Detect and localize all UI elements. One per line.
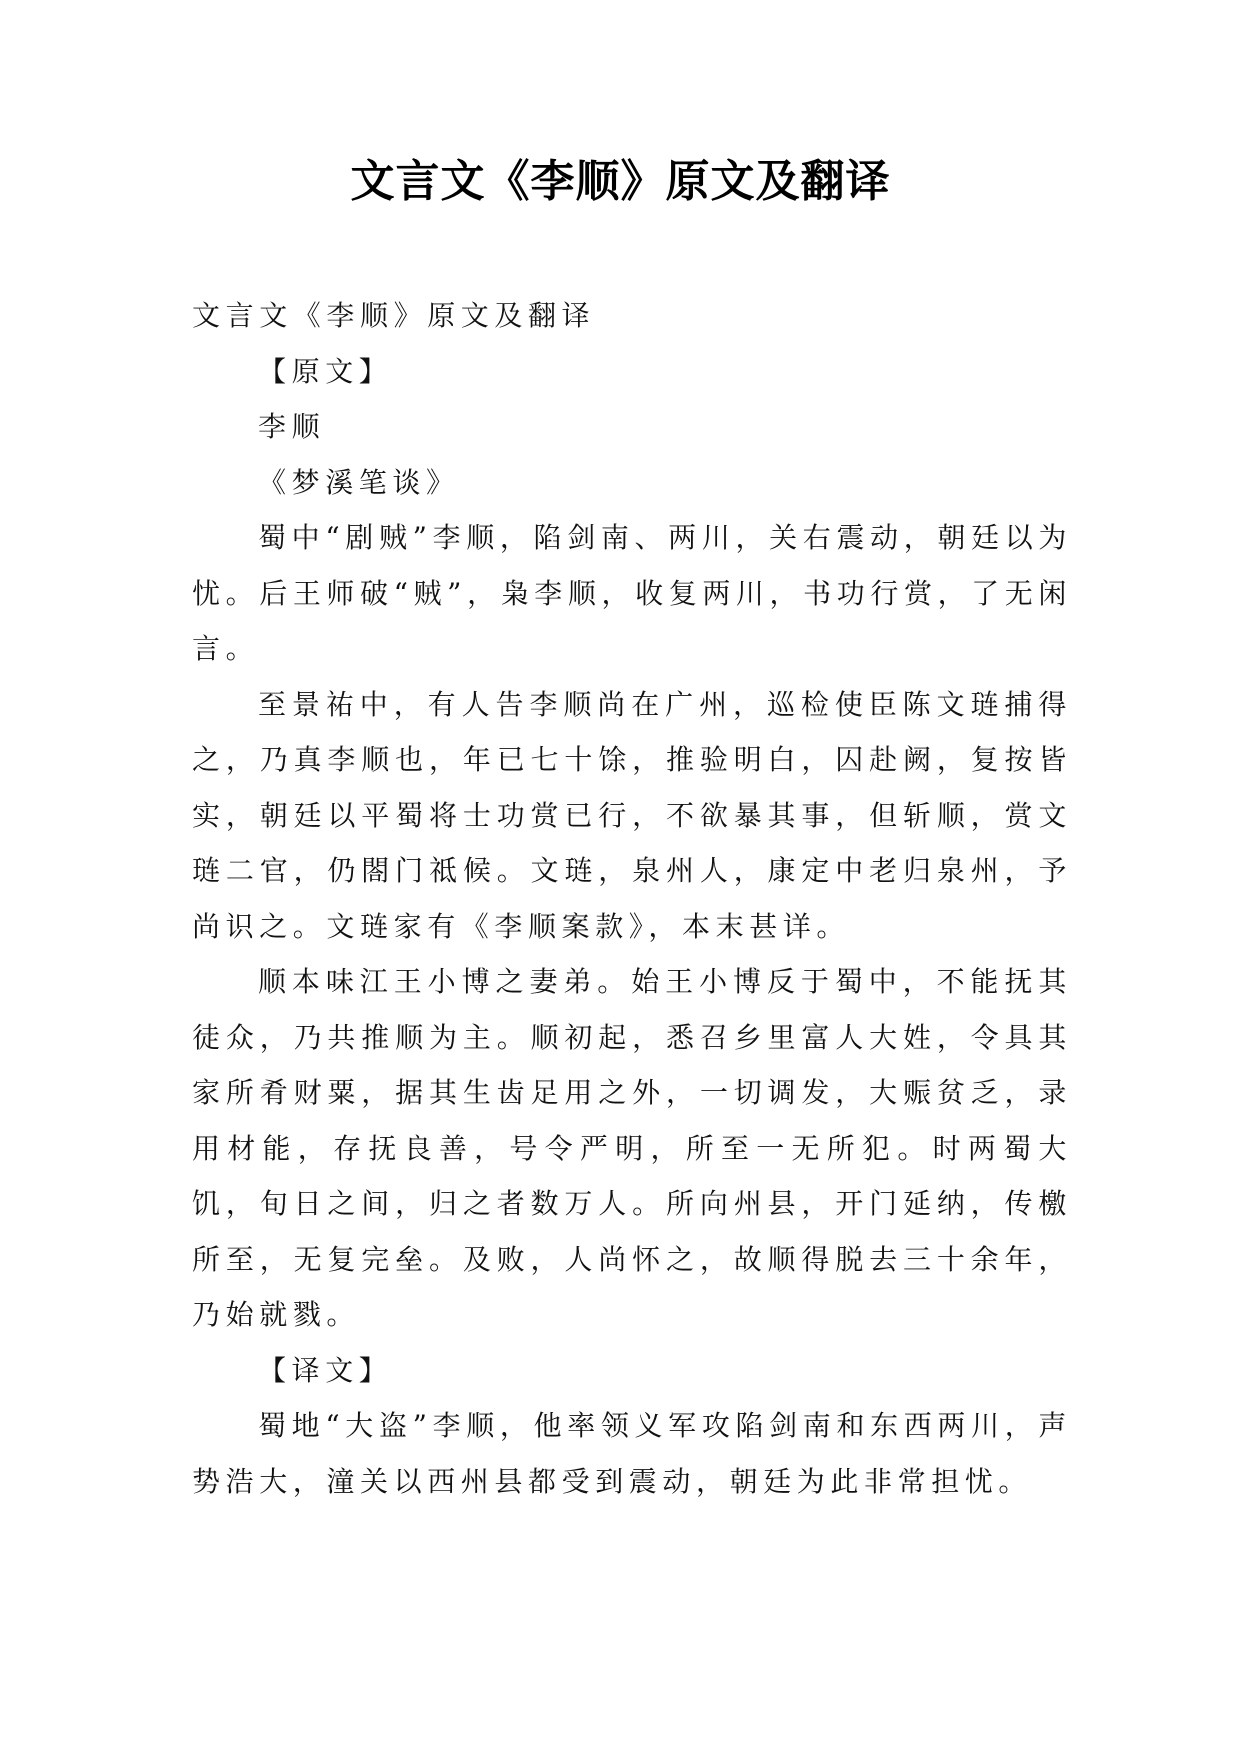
document-body [192, 288, 1072, 1509]
article-title: 李顺 [258, 410, 326, 443]
original-paragraph: 蜀中“剧贼”李顺，陷剑南、两川，关右震动，朝廷以为忧。后王师破“贼”，枭李顺，收复两川，书功行赏，了无闲言。 [192, 521, 1072, 665]
original-section-header: 【原文】 [258, 354, 393, 388]
document-title: 文言文《李顺》原文及翻译 [350, 156, 891, 207]
original-paragraph: 至景祐中，有人告李顺尚在广州，巡检使臣陈文琏捕得之，乃真李顺也，年已七十馀，推验明白，囚赴阙，复按皆实，朝廷以平蜀将士功赏已行，不欲暴其事，但斩顺，赏文琏二官，仍閤门祗候。文琏，泉州人，康定中老归泉州，予尚识之。文琏家有《李顺案款》，本末甚详。 [192, 687, 1072, 943]
article-source: 《梦溪笔谈》 [258, 465, 460, 499]
translation-section-header: 【译文】 [258, 1353, 393, 1387]
translation-paragraph: 蜀地“大盗”李顺，他率领义军攻陷剑南和东西两川，声势浩大，潼关以西州县都受到震动，朝廷为此非常担忧。 [192, 1409, 1072, 1498]
document-subtitle: 文言文《李顺》原文及翻译 [192, 299, 596, 332]
original-paragraph: 顺本味江王小博之妻弟。始王小博反于蜀中，不能抚其徒众，乃共推顺为主。顺初起，悉召乡里富人大姓，令具其家所肴财粟，据其生齿足用之外，一切调发，大赈贫乏，录用材能，存抚良善，号令严明，所至一无所犯。时两蜀大饥，旬日之间，归之者数万人。所向州县，开门延纳，传檄所至，无复完垒。及败，人尚怀之，故顺得脱去三十余年，乃始就戮。 [192, 965, 1072, 1331]
